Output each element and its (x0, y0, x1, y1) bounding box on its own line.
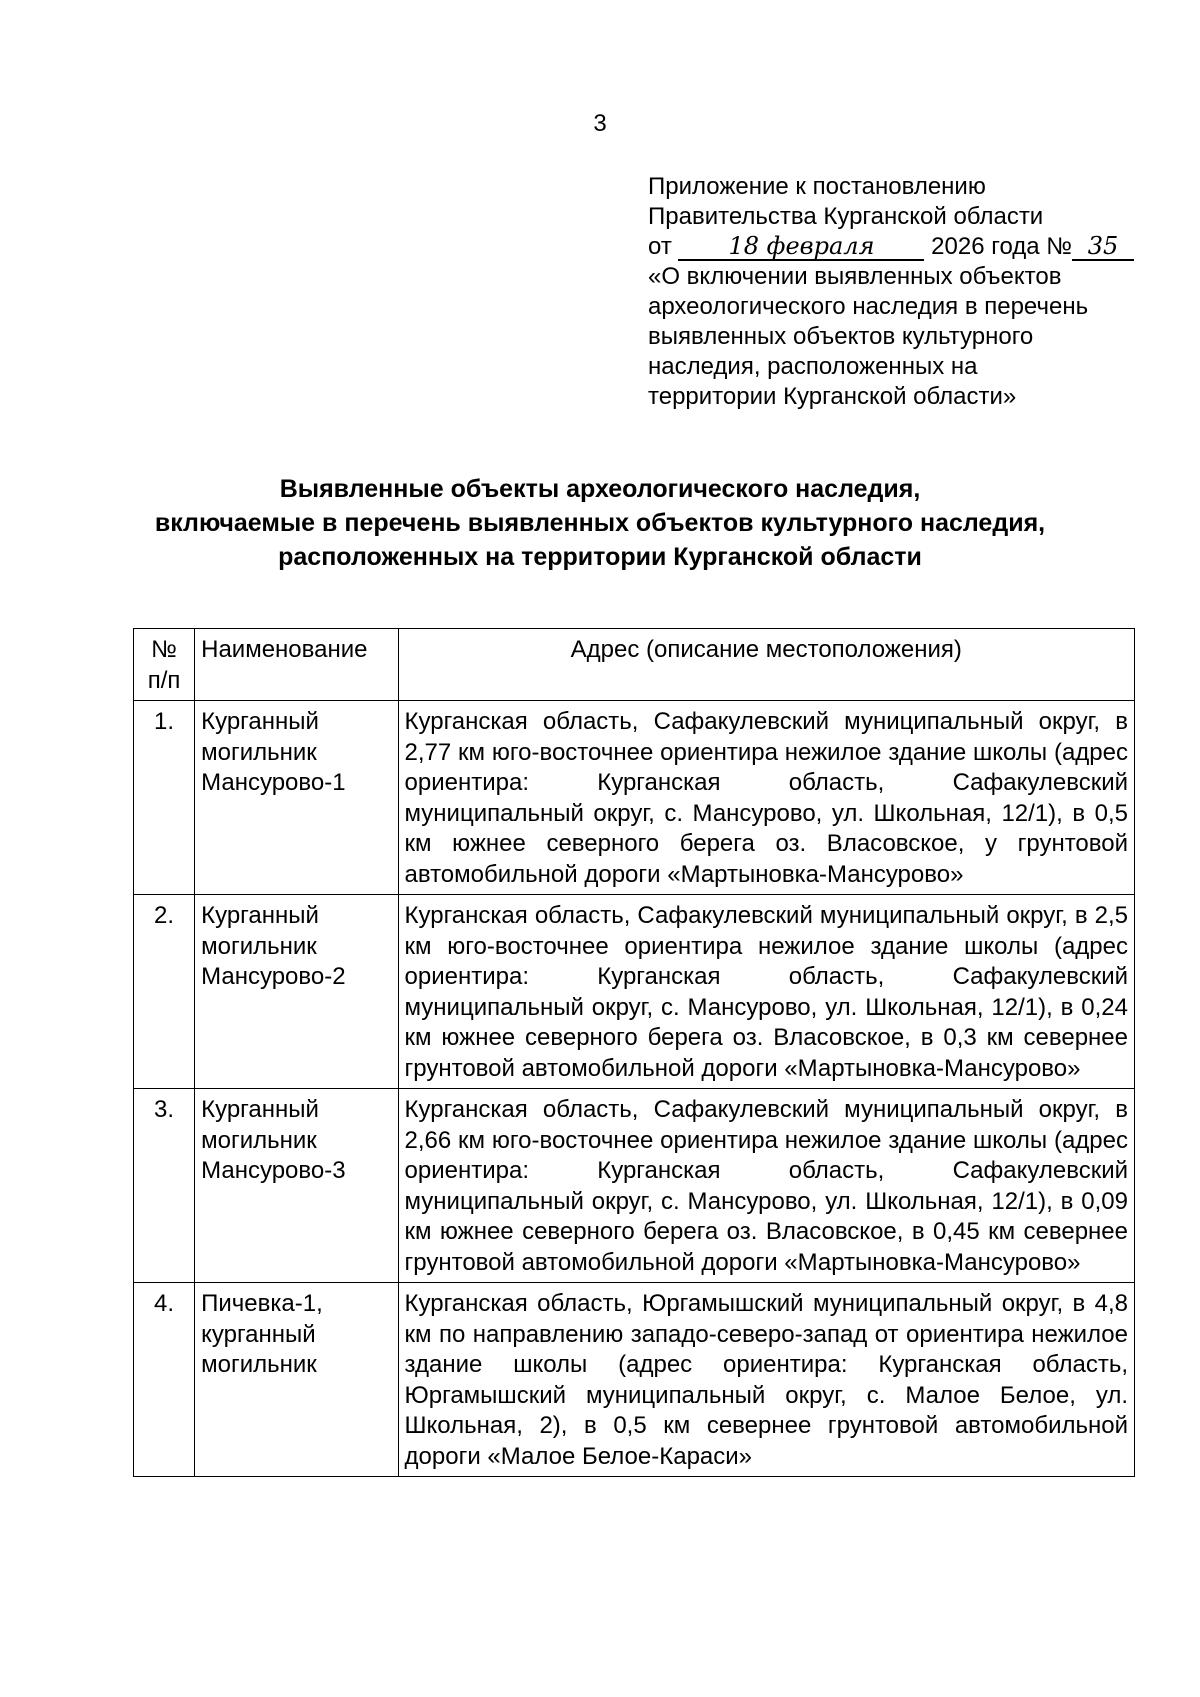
handwritten-number: 35 (1072, 233, 1134, 261)
appendix-line-2: Правительства Курганской области (648, 203, 1044, 230)
header-name: Наименование (195, 629, 398, 701)
row-num: 4. (134, 1283, 195, 1477)
objects-table (133, 628, 1135, 1477)
appendix-line-6: выявленных объектов культурного (648, 323, 1034, 350)
row-name: Курганный могильник Мансурово-3 (195, 1089, 398, 1283)
page-number: 3 (593, 110, 607, 137)
row-name: Курганный могильник Мансурово-1 (195, 701, 398, 895)
row-num: 1. (134, 701, 195, 895)
row-num: 2. (134, 895, 195, 1089)
row-num: 3. (134, 1089, 195, 1283)
table-row (134, 1089, 1135, 1283)
appendix-line-5: археологического наследия в перечень (648, 293, 1089, 320)
title-line-3: расположенных на территории Курганской области (278, 543, 922, 571)
row-address: Курганская область, Сафакулевский муниципальный округ, в 2,77 км юго-восточнее ориентира нежилое здание школы (адрес ориентира: Курганская область, Сафакулевский муниципальный округ, с. Мансурово, ул. Школьная, 12/1), в 0,5 км южнее северного берега оз. Власовское, у грунтовой автомобильной дороги «Мартыновка-Мансурово» (398, 701, 1134, 895)
year-text: 2026 года № (931, 233, 1073, 260)
appendix-line-7: наследия, расположенных на (648, 353, 978, 380)
handwritten-date: 18 февраля (678, 233, 924, 261)
appendix-line-4: «О включении выявленных объектов (648, 263, 1062, 290)
appendix-date-line (648, 232, 1148, 262)
table-row (134, 895, 1135, 1089)
row-address: Курганская область, Сафакулевский муниципальный округ, в 2,5 км юго-восточнее ориентира нежилое здание школы (адрес ориентира: Курганская область, Сафакулевский муниципальный округ, с. Мансурово, ул. Школьная, 12/1), в 0,24 км южнее северного берега оз. Власовское, в 0,3 км севернее грунтовой автомобильной дороги «Мартыновка-Мансурово» (398, 895, 1134, 1089)
title-line-1: Выявленные объекты археологического наследия, (279, 475, 921, 503)
appendix-line-8: территории Курганской области» (648, 383, 1017, 410)
row-address: Курганская область, Юргамышский муниципальный округ, в 4,8 км по направлению западо-северо-запад от ориентира нежилое здание школы (адрес ориентира: Курганская область, Юргамышский муниципальный округ, с. Малое Белое, ул. Школьная, 2), в 0,5 км севернее грунтовой автомобильной дороги «Малое Белое-Караси» (398, 1283, 1134, 1477)
table-header-row (134, 629, 1135, 701)
appendix-line-1: Приложение к постановлению (648, 173, 986, 200)
row-address: Курганская область, Сафакулевский муниципальный округ, в 2,66 км юго-восточнее ориентира нежилое здание школы (адрес ориентира: Курганская область, Сафакулевский муниципальный округ, с. Мансурово, ул. Школьная, 12/1), в 0,09 км южнее северного берега оз. Власовское, в 0,45 км севернее грунтовой автомобильной дороги «Мартыновка-Мансурово» (398, 1089, 1134, 1283)
row-name: Пичевка-1, курганный могильник (195, 1283, 398, 1477)
header-address: Адрес (описание местоположения) (398, 629, 1134, 701)
table-row (134, 1283, 1135, 1477)
date-prefix: от (648, 233, 672, 260)
title-line-2: включаемые в перечень выявленных объектов культурного наследия, (154, 509, 1046, 537)
document-title (0, 472, 1200, 574)
table-row (134, 701, 1135, 895)
row-name: Курганный могильник Мансурово-2 (195, 895, 398, 1089)
appendix-block (648, 172, 1148, 412)
header-num: № п/п (134, 629, 195, 701)
